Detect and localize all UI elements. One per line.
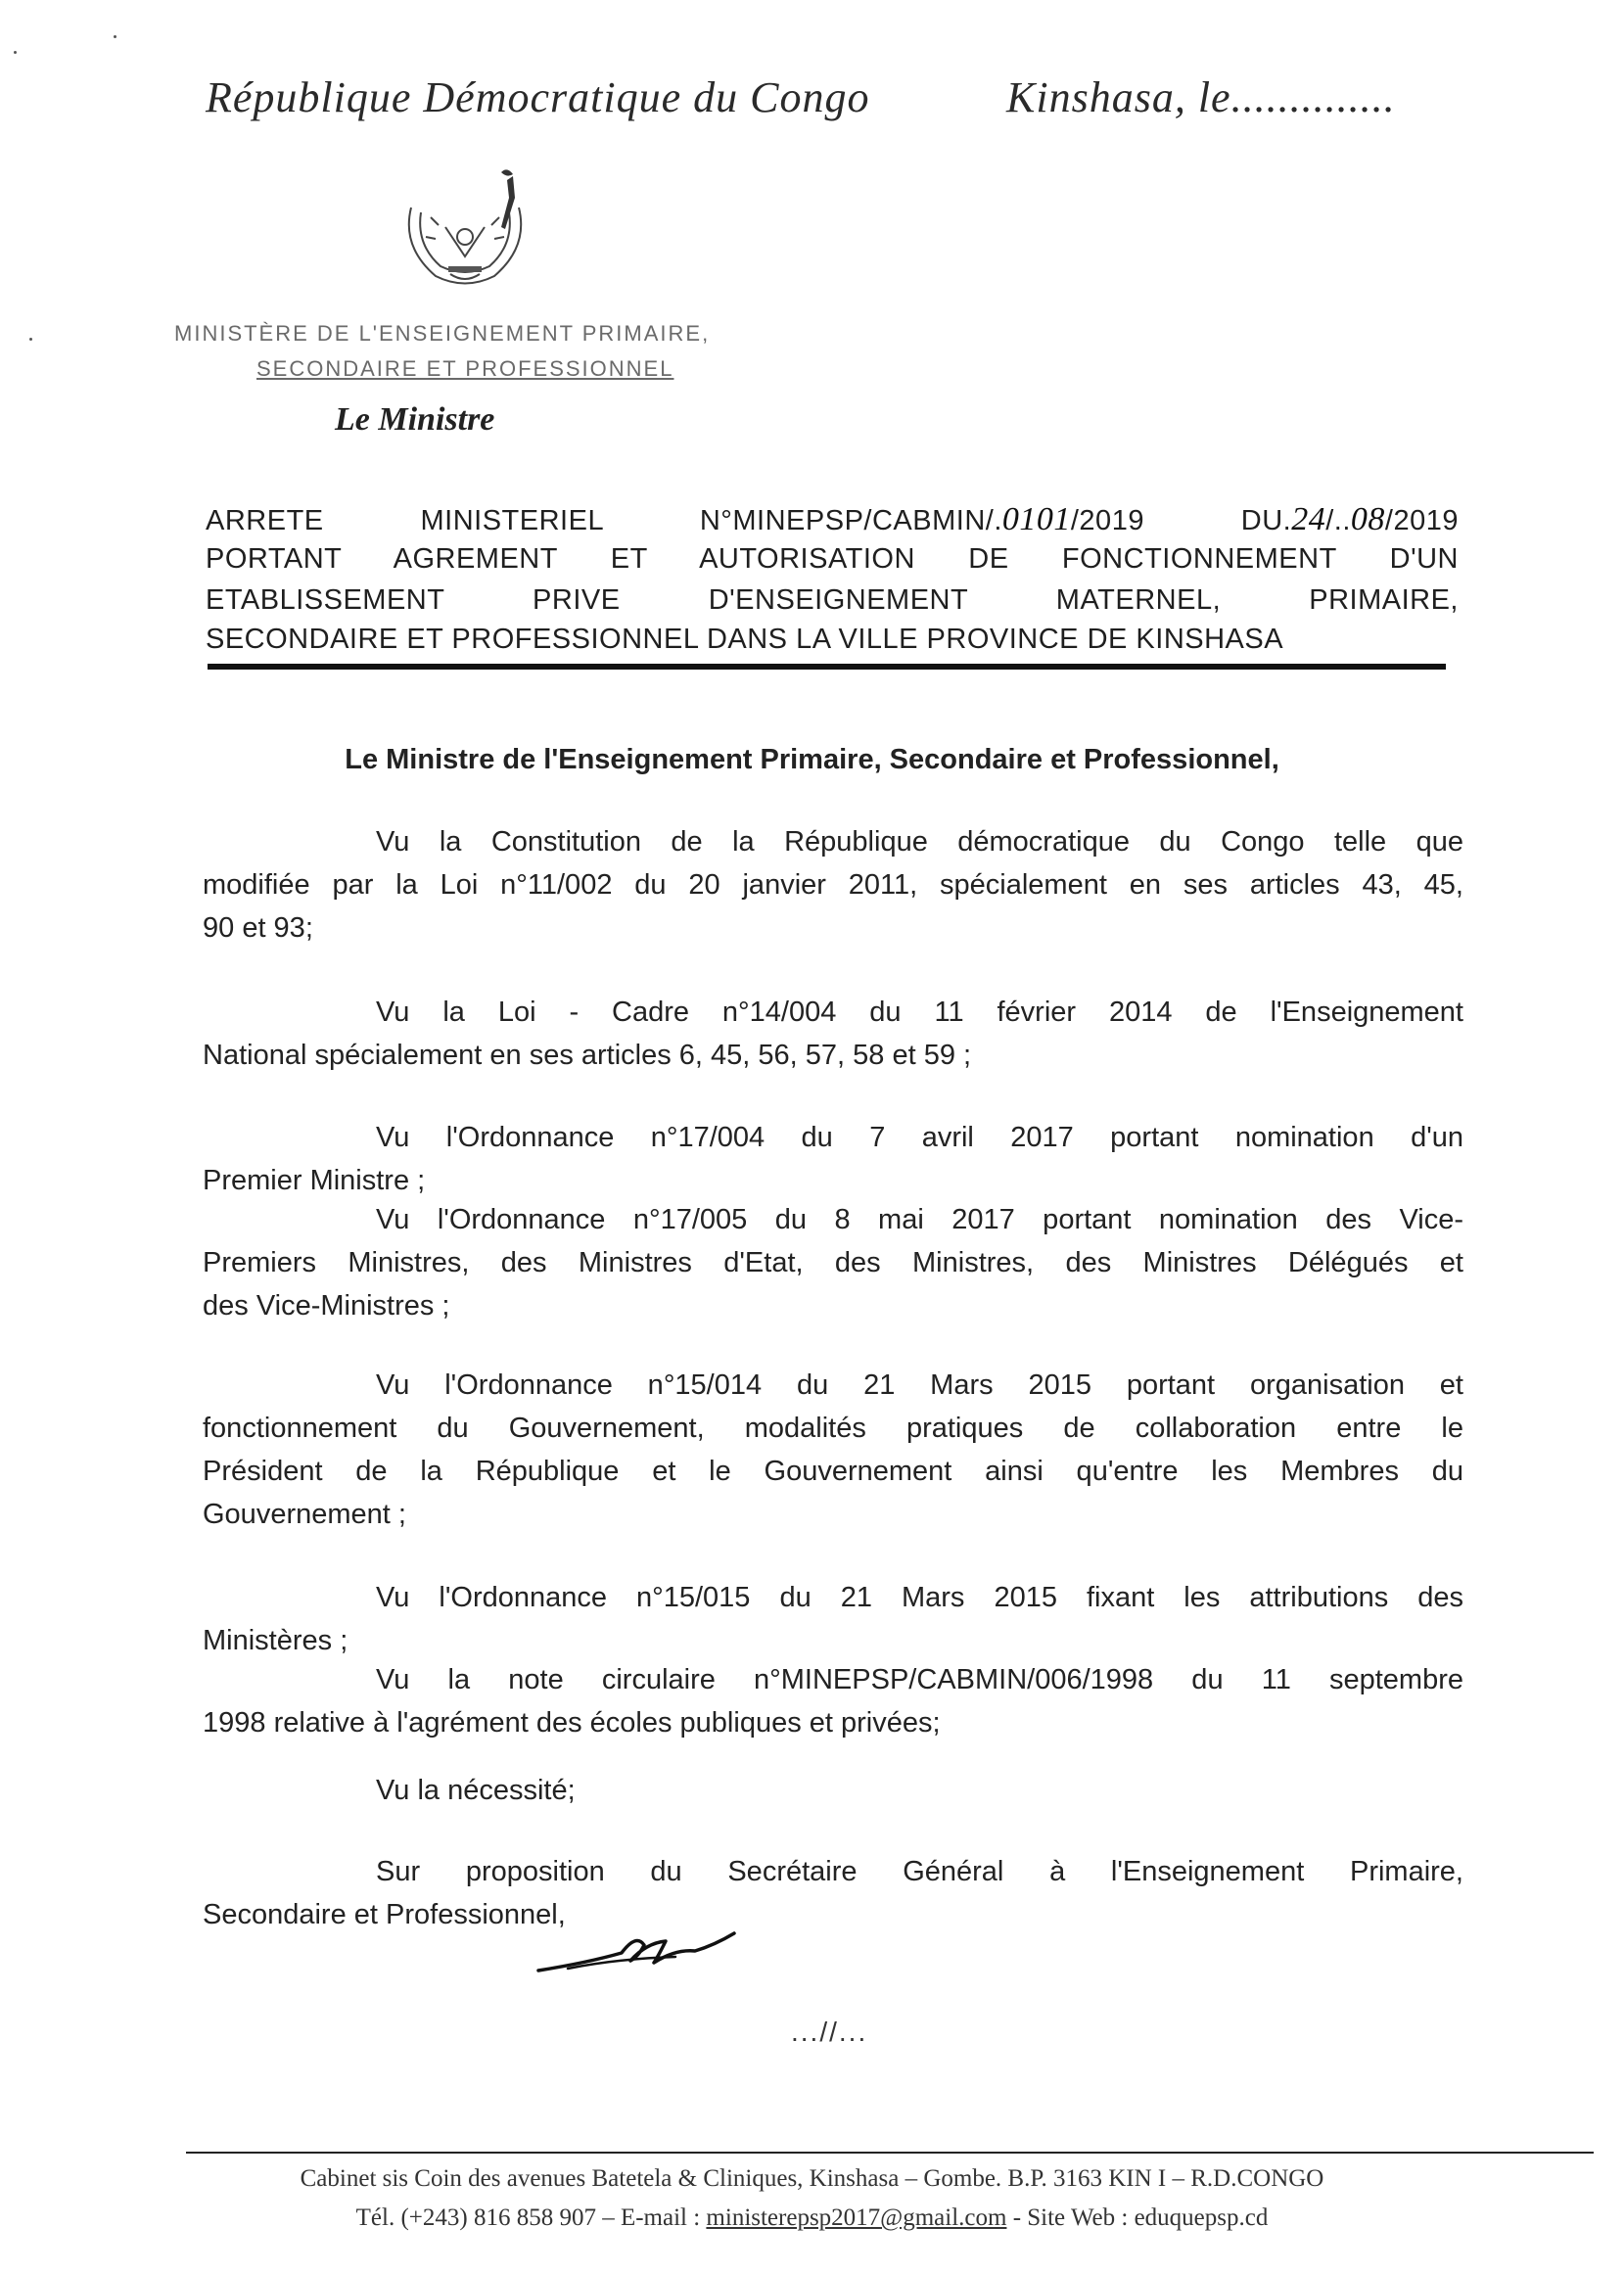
paragraph-line: 90 et 93; bbox=[203, 912, 313, 944]
decree-number-handwritten: 0101 bbox=[1001, 501, 1071, 537]
footer-website: - Site Web : eduquepsp.cd bbox=[1006, 2204, 1269, 2231]
decree-year: /2019 bbox=[1384, 505, 1459, 536]
paragraph-note-circulaire bbox=[203, 1658, 1463, 1744]
paragraph-line: des Vice-Ministres ; bbox=[203, 1290, 450, 1322]
paragraph-line: Premiers Ministres, des Ministres d'Etat, des Ministres, des Ministres Délégués et bbox=[203, 1247, 1463, 1278]
footer-rule bbox=[186, 2152, 1594, 2154]
paragraph-line: Ministères ; bbox=[203, 1625, 348, 1656]
republic-heading: République Démocratique du Congo bbox=[206, 73, 870, 121]
decree-title-line-1 bbox=[206, 501, 1459, 539]
paragraph-line: fonctionnement du Gouvernement, modalités pratiques de collaboration entre le bbox=[203, 1413, 1463, 1444]
paragraph-loi-cadre bbox=[203, 991, 1463, 1077]
paragraph-line: Vu la nécessité; bbox=[376, 1775, 576, 1806]
paragraph-line: Vu l'Ordonnance n°17/004 du 7 avril 2017 portant nomination d'un bbox=[376, 1122, 1463, 1153]
paragraph-line: Vu l'Ordonnance n°17/005 du 8 mai 2017 portant nomination des Vice- bbox=[376, 1204, 1463, 1235]
paragraph-line: Sur proposition du Secrétaire Général à l'Enseignement Primaire, bbox=[376, 1856, 1463, 1887]
paragraph-necessite bbox=[203, 1769, 1463, 1812]
paragraph-proposition bbox=[203, 1850, 1463, 1936]
footer-address: Cabinet sis Coin des avenues Batetela & Cliniques, Kinshasa – Gombe. B.P. 3163 KIN I – R.D.CONGO bbox=[300, 2165, 1324, 2192]
paragraph-ordonnance-15-015 bbox=[203, 1576, 1463, 1662]
paragraph-ordonnance-17-004 bbox=[203, 1116, 1463, 1202]
footer-contact bbox=[0, 2204, 1624, 2232]
scan-speck bbox=[29, 338, 32, 341]
page-continued-marker: ...//... bbox=[791, 2017, 868, 2047]
handwritten-initials-signature bbox=[529, 1924, 744, 1982]
paragraph-ordonnance-17-005 bbox=[203, 1198, 1463, 1327]
paragraph-line: Vu la Loi - Cadre n°14/004 du 11 février 2014 de l'Enseignement bbox=[376, 997, 1463, 1028]
ministry-name-line-1: MINISTÈRE DE L'ENSEIGNEMENT PRIMAIRE, bbox=[174, 321, 711, 346]
paragraph-line: Secondaire et Professionnel, bbox=[203, 1899, 566, 1930]
coat-of-arms-emblem-icon bbox=[392, 168, 538, 296]
paragraph-ordonnance-15-014 bbox=[203, 1364, 1463, 1536]
paragraph-line: Président de la République et le Gouvernement ainsi qu'entre les Membres du bbox=[203, 1456, 1463, 1487]
decree-title-line-2: PORTANT AGREMENT ET AUTORISATION DE FONCTIONNEMENT D'UN bbox=[206, 543, 1459, 575]
paragraph-line: Vu l'Ordonnance n°15/015 du 21 Mars 2015 fixant les attributions des bbox=[376, 1582, 1463, 1613]
footer-email-link[interactable]: ministerepsp2017@gmail.com bbox=[706, 2204, 1007, 2231]
decree-number-prefix: ARRETE MINISTERIEL N°MINEPSP/CABMIN/. bbox=[206, 505, 1002, 536]
decree-month-handwritten: 08 bbox=[1350, 501, 1385, 537]
scan-speck bbox=[14, 51, 17, 54]
decree-title-line-4: SECONDAIRE ET PROFESSIONNEL DANS LA VILLE PROVINCE DE KINSHASA bbox=[206, 624, 1284, 655]
paragraph-line: Gouvernement ; bbox=[203, 1499, 406, 1530]
title-underline-rule bbox=[208, 664, 1446, 670]
signatory-title: Le Ministre bbox=[335, 401, 495, 438]
paragraph-line: National spécialement en ses articles 6, 45, 56, 57, 58 et 59 ; bbox=[203, 1040, 972, 1071]
decree-day-handwritten: 24 bbox=[1291, 501, 1326, 537]
decree-date-prefix: /2019 DU. bbox=[1070, 505, 1292, 536]
ministry-name-line-2: SECONDAIRE ET PROFESSIONNEL bbox=[256, 356, 674, 381]
footer-phone: Tél. (+243) 816 858 907 – E-mail : bbox=[355, 2204, 707, 2231]
paragraph-line: 1998 relative à l'agrément des écoles publiques et privées; bbox=[203, 1707, 941, 1739]
paragraph-constitution bbox=[203, 820, 1463, 950]
paragraph-line: Vu la Constitution de la République démocratique du Congo telle que bbox=[376, 826, 1463, 858]
paragraph-line: Vu l'Ordonnance n°15/014 du 21 Mars 2015 portant organisation et bbox=[376, 1369, 1463, 1401]
paragraph-line: modifiée par la Loi n°11/002 du 20 janvier 2011, spécialement en ses articles 43, 45, bbox=[203, 869, 1463, 901]
scan-speck bbox=[114, 35, 116, 38]
decree-title-line-3: ETABLISSEMENT PRIVE D'ENSEIGNEMENT MATERNEL, PRIMAIRE, bbox=[206, 584, 1459, 616]
paragraph-line: Vu la note circulaire n°MINEPSP/CABMIN/006/1998 du 11 septembre bbox=[376, 1664, 1463, 1695]
decree-date-separator: /.. bbox=[1325, 505, 1351, 536]
paragraph-line: Premier Ministre ; bbox=[203, 1165, 426, 1196]
place-date-line: Kinshasa, le.............. bbox=[1006, 73, 1396, 121]
intro-heading: Le Ministre de l'Enseignement Primaire, Secondaire et Professionnel, bbox=[345, 744, 1279, 775]
